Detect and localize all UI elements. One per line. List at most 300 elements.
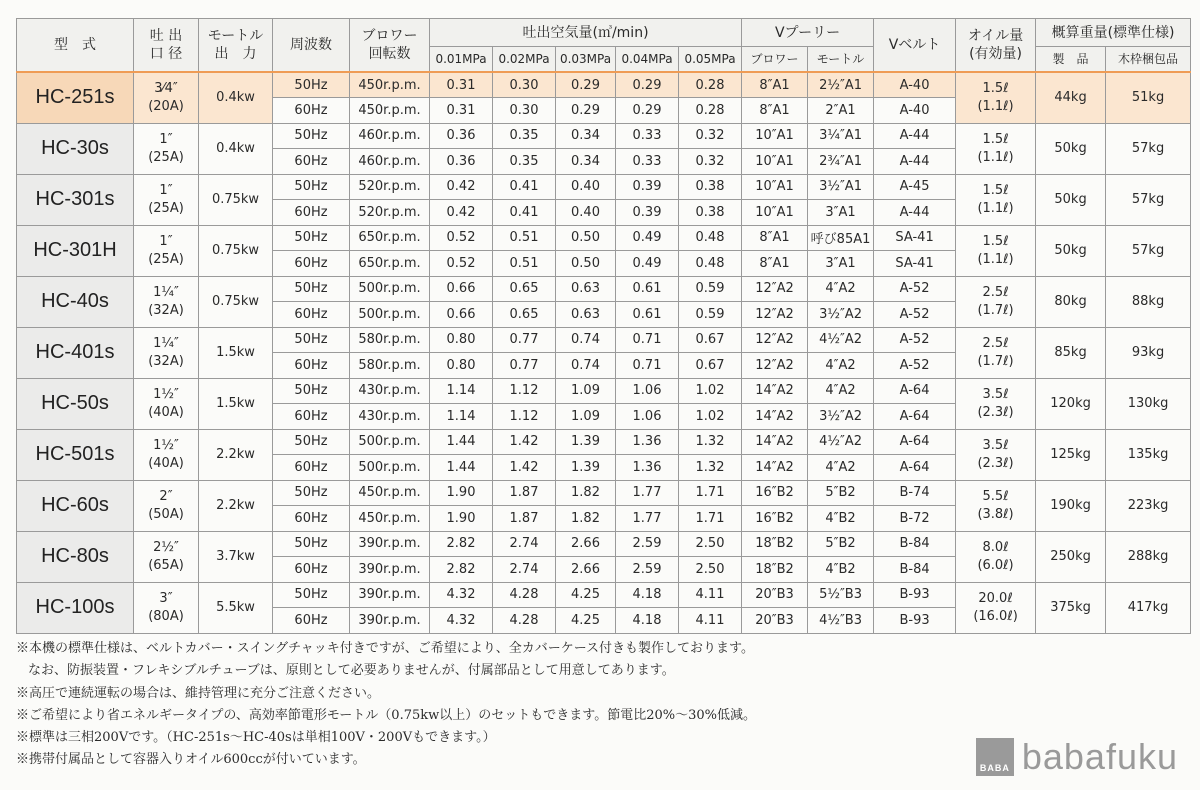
v-belt-cell: A-40 xyxy=(874,72,956,98)
air-volume-cell: 0.66 xyxy=(430,302,493,328)
v-belt-cell: B-84 xyxy=(874,557,956,583)
blower-rpm-cell: 650r.p.m. xyxy=(350,251,430,277)
table-row xyxy=(17,582,1191,608)
weight-product: 50kg xyxy=(1036,174,1106,225)
model-name: HC-501s xyxy=(17,429,134,480)
header-motor: モートル 出 力 xyxy=(199,19,273,73)
v-belt-cell: SA-41 xyxy=(874,225,956,251)
motor-output: 1.5kw xyxy=(199,327,273,378)
air-volume-cell: 2.74 xyxy=(493,531,556,557)
weight-product: 120kg xyxy=(1036,378,1106,429)
v-belt-cell: A-52 xyxy=(874,327,956,353)
motor-output: 0.75kw xyxy=(199,174,273,225)
model-name: HC-40s xyxy=(17,276,134,327)
note-line: ※携帯付属品として容器入りオイル600ccが付いています。 xyxy=(16,752,366,768)
pulley-motor-cell: 3¼″A1 xyxy=(808,123,874,149)
v-belt-cell: A-44 xyxy=(874,149,956,175)
frequency-cell: 50Hz xyxy=(273,531,350,557)
pulley-blower-cell: 14″A2 xyxy=(742,378,808,404)
weight-crate: 223kg xyxy=(1106,480,1191,531)
pulley-blower-cell: 20″B3 xyxy=(742,608,808,634)
air-volume-cell: 1.77 xyxy=(616,506,679,532)
frequency-cell: 50Hz xyxy=(273,480,350,506)
air-volume-cell: 0.29 xyxy=(616,98,679,124)
air-volume-cell: 0.65 xyxy=(493,302,556,328)
air-volume-cell: 0.28 xyxy=(679,72,742,98)
air-volume-cell: 1.44 xyxy=(430,429,493,455)
air-volume-cell: 0.71 xyxy=(616,353,679,379)
oil-amount: 3.5ℓ (2.3ℓ) xyxy=(956,429,1036,480)
frequency-cell: 50Hz xyxy=(273,225,350,251)
pulley-motor-cell: 4″A2 xyxy=(808,353,874,379)
motor-output: 0.75kw xyxy=(199,276,273,327)
air-volume-cell: 1.32 xyxy=(679,429,742,455)
frequency-cell: 50Hz xyxy=(273,429,350,455)
air-volume-cell: 2.74 xyxy=(493,557,556,583)
air-volume-cell: 1.14 xyxy=(430,378,493,404)
pulley-blower-cell: 10″A1 xyxy=(742,149,808,175)
v-belt-cell: A-64 xyxy=(874,378,956,404)
air-volume-cell: 1.90 xyxy=(430,480,493,506)
pulley-blower-cell: 16″B2 xyxy=(742,480,808,506)
model-name: HC-80s xyxy=(17,531,134,582)
air-volume-cell: 0.80 xyxy=(430,353,493,379)
pulley-motor-cell: 4″A2 xyxy=(808,276,874,302)
frequency-cell: 60Hz xyxy=(273,353,350,379)
table-row xyxy=(17,123,1191,149)
air-volume-cell: 2.66 xyxy=(556,557,616,583)
air-volume-cell: 0.50 xyxy=(556,225,616,251)
air-volume-cell: 0.71 xyxy=(616,327,679,353)
air-volume-cell: 1.39 xyxy=(556,455,616,481)
pulley-motor-cell: 4″A2 xyxy=(808,455,874,481)
v-belt-cell: A-45 xyxy=(874,174,956,200)
air-volume-cell: 0.30 xyxy=(493,98,556,124)
air-volume-cell: 0.42 xyxy=(430,200,493,226)
blower-rpm-cell: 580r.p.m. xyxy=(350,327,430,353)
air-volume-cell: 1.02 xyxy=(679,378,742,404)
logo-text: babafuku xyxy=(1021,736,1178,777)
air-volume-cell: 0.34 xyxy=(556,149,616,175)
air-volume-cell: 1.71 xyxy=(679,480,742,506)
header-v-belt: Vベルト xyxy=(874,19,956,73)
air-volume-cell: 0.28 xyxy=(679,98,742,124)
pulley-blower-cell: 8″A1 xyxy=(742,98,808,124)
frequency-cell: 50Hz xyxy=(273,582,350,608)
air-volume-cell: 4.18 xyxy=(616,582,679,608)
air-volume-cell: 2.50 xyxy=(679,531,742,557)
air-volume-cell: 1.06 xyxy=(616,404,679,430)
air-volume-cell: 1.71 xyxy=(679,506,742,532)
motor-output: 2.2kw xyxy=(199,429,273,480)
air-volume-cell: 0.38 xyxy=(679,174,742,200)
frequency-cell: 60Hz xyxy=(273,404,350,430)
air-volume-cell: 1.90 xyxy=(430,506,493,532)
outlet-size: 1½″ (40A) xyxy=(134,429,199,480)
blower-rpm-cell: 390r.p.m. xyxy=(350,582,430,608)
air-volume-cell: 0.30 xyxy=(493,72,556,98)
air-volume-cell: 2.82 xyxy=(430,531,493,557)
table-row xyxy=(17,225,1191,251)
motor-output: 0.4kw xyxy=(199,72,273,123)
table-row xyxy=(17,480,1191,506)
air-volume-cell: 0.67 xyxy=(679,327,742,353)
frequency-cell: 50Hz xyxy=(273,378,350,404)
oil-amount: 1.5ℓ (1.1ℓ) xyxy=(956,174,1036,225)
pulley-blower-cell: 8″A1 xyxy=(742,72,808,98)
air-volume-cell: 4.28 xyxy=(493,608,556,634)
weight-product: 85kg xyxy=(1036,327,1106,378)
weight-product: 375kg xyxy=(1036,582,1106,633)
note-line: ※標準は三相200Vです。（HC-251s〜HC-40sは単相100V・200Vもできます。） xyxy=(16,730,496,746)
oil-amount: 20.0ℓ (16.0ℓ) xyxy=(956,582,1036,633)
v-belt-cell: B-93 xyxy=(874,582,956,608)
pulley-blower-cell: 14″A2 xyxy=(742,404,808,430)
weight-product: 125kg xyxy=(1036,429,1106,480)
note-line: ※高圧で連続運転の場合は、維持管理に充分ご注意ください。 xyxy=(16,685,381,701)
air-volume-cell: 0.63 xyxy=(556,302,616,328)
air-volume-cell: 0.49 xyxy=(616,225,679,251)
model-name: HC-401s xyxy=(17,327,134,378)
air-volume-cell: 0.48 xyxy=(679,251,742,277)
air-volume-cell: 1.06 xyxy=(616,378,679,404)
air-volume-cell: 0.29 xyxy=(616,72,679,98)
header-v-pulley: Vプーリー xyxy=(742,19,874,47)
frequency-cell: 50Hz xyxy=(273,276,350,302)
air-volume-cell: 1.44 xyxy=(430,455,493,481)
air-volume-cell: 0.49 xyxy=(616,251,679,277)
air-volume-cell: 2.50 xyxy=(679,557,742,583)
v-belt-cell: B-74 xyxy=(874,480,956,506)
weight-product: 190kg xyxy=(1036,480,1106,531)
table-row xyxy=(17,378,1191,404)
blower-rpm-cell: 450r.p.m. xyxy=(350,98,430,124)
air-volume-cell: 1.87 xyxy=(493,480,556,506)
header-oil: オイル量 (有効量) xyxy=(956,19,1036,73)
oil-amount: 5.5ℓ (3.8ℓ) xyxy=(956,480,1036,531)
header-pressure: 0.01MPa xyxy=(430,47,493,73)
air-volume-cell: 0.29 xyxy=(556,72,616,98)
frequency-cell: 60Hz xyxy=(273,557,350,583)
air-volume-cell: 4.11 xyxy=(679,582,742,608)
header-pressure: 0.03MPa xyxy=(556,47,616,73)
air-volume-cell: 1.09 xyxy=(556,404,616,430)
table-row xyxy=(17,531,1191,557)
weight-crate: 93kg xyxy=(1106,327,1191,378)
air-volume-cell: 1.36 xyxy=(616,429,679,455)
motor-output: 0.75kw xyxy=(199,225,273,276)
v-belt-cell: A-52 xyxy=(874,276,956,302)
pulley-motor-cell: 2¾″A1 xyxy=(808,149,874,175)
air-volume-cell: 0.65 xyxy=(493,276,556,302)
air-volume-cell: 0.74 xyxy=(556,353,616,379)
pulley-blower-cell: 16″B2 xyxy=(742,506,808,532)
model-name: HC-301s xyxy=(17,174,134,225)
air-volume-cell: 1.36 xyxy=(616,455,679,481)
pulley-motor-cell: 4″B2 xyxy=(808,506,874,532)
pulley-blower-cell: 10″A1 xyxy=(742,200,808,226)
air-volume-cell: 0.52 xyxy=(430,251,493,277)
pulley-motor-cell: 4½″B3 xyxy=(808,608,874,634)
frequency-cell: 60Hz xyxy=(273,302,350,328)
air-volume-cell: 1.32 xyxy=(679,455,742,481)
pulley-motor-cell: 5½″B3 xyxy=(808,582,874,608)
air-volume-cell: 2.66 xyxy=(556,531,616,557)
outlet-size: 3⁄4″ (20A) xyxy=(134,72,199,123)
pulley-blower-cell: 12″A2 xyxy=(742,302,808,328)
air-volume-cell: 0.50 xyxy=(556,251,616,277)
motor-output: 5.5kw xyxy=(199,582,273,633)
frequency-cell: 50Hz xyxy=(273,72,350,98)
note-line: ※ご希望により省エネルギータイプの、高効率節電形モートル（0.75kw以上）のセットもできます。節電比20%〜30%低減。 xyxy=(16,707,757,723)
pulley-motor-cell: 3½″A2 xyxy=(808,302,874,328)
motor-output: 1.5kw xyxy=(199,378,273,429)
air-volume-cell: 0.29 xyxy=(556,98,616,124)
air-volume-cell: 0.52 xyxy=(430,225,493,251)
air-volume-cell: 1.02 xyxy=(679,404,742,430)
air-volume-cell: 1.42 xyxy=(493,455,556,481)
logo-mark-icon: BABA xyxy=(976,738,1014,776)
air-volume-cell: 1.82 xyxy=(556,506,616,532)
air-volume-cell: 0.31 xyxy=(430,72,493,98)
v-belt-cell: A-40 xyxy=(874,98,956,124)
air-volume-cell: 0.40 xyxy=(556,200,616,226)
oil-amount: 2.5ℓ (1.7ℓ) xyxy=(956,327,1036,378)
weight-crate: 51kg xyxy=(1106,72,1191,123)
air-volume-cell: 0.32 xyxy=(679,149,742,175)
motor-output: 3.7kw xyxy=(199,531,273,582)
v-belt-cell: B-72 xyxy=(874,506,956,532)
note-line: なお、防振装置・フレキシブルチューブは、原則として必要ありませんが、付属部品として用意してあります。 xyxy=(28,663,675,679)
frequency-cell: 60Hz xyxy=(273,200,350,226)
air-volume-cell: 1.39 xyxy=(556,429,616,455)
air-volume-cell: 0.35 xyxy=(493,149,556,175)
header-pulley-blower: ブロワー xyxy=(742,47,808,73)
pulley-blower-cell: 12″A2 xyxy=(742,327,808,353)
air-volume-cell: 0.80 xyxy=(430,327,493,353)
header-frequency: 周波数 xyxy=(273,19,350,73)
weight-crate: 57kg xyxy=(1106,123,1191,174)
air-volume-cell: 0.32 xyxy=(679,123,742,149)
frequency-cell: 60Hz xyxy=(273,455,350,481)
blower-rpm-cell: 450r.p.m. xyxy=(350,72,430,98)
pulley-motor-cell: 4″A2 xyxy=(808,378,874,404)
air-volume-cell: 0.74 xyxy=(556,327,616,353)
air-volume-cell: 0.33 xyxy=(616,123,679,149)
pulley-motor-cell: 4½″A2 xyxy=(808,429,874,455)
model-name: HC-30s xyxy=(17,123,134,174)
header-blower-speed: ブロワー 回転数 xyxy=(350,19,430,73)
pulley-motor-cell: 3½″A1 xyxy=(808,174,874,200)
air-volume-cell: 0.59 xyxy=(679,302,742,328)
v-belt-cell: B-84 xyxy=(874,531,956,557)
blower-rpm-cell: 430r.p.m. xyxy=(350,378,430,404)
oil-amount: 8.0ℓ (6.0ℓ) xyxy=(956,531,1036,582)
spec-table xyxy=(16,18,1191,634)
air-volume-cell: 4.18 xyxy=(616,608,679,634)
header-weight-product: 製 品 xyxy=(1036,47,1106,73)
pulley-blower-cell: 18″B2 xyxy=(742,531,808,557)
blower-rpm-cell: 650r.p.m. xyxy=(350,225,430,251)
v-belt-cell: B-93 xyxy=(874,608,956,634)
pulley-motor-cell: 呼び85A1 xyxy=(808,225,874,251)
weight-product: 50kg xyxy=(1036,225,1106,276)
pulley-blower-cell: 20″B3 xyxy=(742,582,808,608)
air-volume-cell: 0.61 xyxy=(616,276,679,302)
v-belt-cell: A-44 xyxy=(874,123,956,149)
header-weight: 概算重量(標準仕様) xyxy=(1036,19,1191,47)
notes xyxy=(16,638,756,772)
weight-product: 250kg xyxy=(1036,531,1106,582)
model-name: HC-251s xyxy=(17,72,134,123)
model-name: HC-60s xyxy=(17,480,134,531)
blower-rpm-cell: 390r.p.m. xyxy=(350,557,430,583)
v-belt-cell: SA-41 xyxy=(874,251,956,277)
frequency-cell: 60Hz xyxy=(273,608,350,634)
air-volume-cell: 0.39 xyxy=(616,200,679,226)
table-row xyxy=(17,429,1191,455)
air-volume-cell: 0.66 xyxy=(430,276,493,302)
air-volume-cell: 4.25 xyxy=(556,608,616,634)
air-volume-cell: 0.36 xyxy=(430,123,493,149)
air-volume-cell: 4.32 xyxy=(430,608,493,634)
weight-crate: 135kg xyxy=(1106,429,1191,480)
pulley-motor-cell: 2″A1 xyxy=(808,98,874,124)
outlet-size: 1″ (25A) xyxy=(134,225,199,276)
air-volume-cell: 0.34 xyxy=(556,123,616,149)
frequency-cell: 60Hz xyxy=(273,251,350,277)
motor-output: 0.4kw xyxy=(199,123,273,174)
outlet-size: 1″ (25A) xyxy=(134,123,199,174)
header-pressure: 0.02MPa xyxy=(493,47,556,73)
air-volume-cell: 0.77 xyxy=(493,353,556,379)
air-volume-cell: 1.14 xyxy=(430,404,493,430)
oil-amount: 1.5ℓ (1.1ℓ) xyxy=(956,123,1036,174)
air-volume-cell: 0.41 xyxy=(493,200,556,226)
brand-logo xyxy=(976,736,1178,778)
pulley-motor-cell: 3″A1 xyxy=(808,251,874,277)
v-belt-cell: A-52 xyxy=(874,353,956,379)
blower-rpm-cell: 520r.p.m. xyxy=(350,200,430,226)
pulley-motor-cell: 5″B2 xyxy=(808,480,874,506)
motor-output: 2.2kw xyxy=(199,480,273,531)
air-volume-cell: 0.61 xyxy=(616,302,679,328)
air-volume-cell: 0.40 xyxy=(556,174,616,200)
air-volume-cell: 0.42 xyxy=(430,174,493,200)
blower-rpm-cell: 500r.p.m. xyxy=(350,429,430,455)
pulley-blower-cell: 18″B2 xyxy=(742,557,808,583)
air-volume-cell: 4.11 xyxy=(679,608,742,634)
air-volume-cell: 1.42 xyxy=(493,429,556,455)
air-volume-cell: 1.12 xyxy=(493,404,556,430)
blower-rpm-cell: 460r.p.m. xyxy=(350,149,430,175)
air-volume-cell: 0.33 xyxy=(616,149,679,175)
oil-amount: 3.5ℓ (2.3ℓ) xyxy=(956,378,1036,429)
air-volume-cell: 0.31 xyxy=(430,98,493,124)
weight-crate: 57kg xyxy=(1106,225,1191,276)
air-volume-cell: 2.59 xyxy=(616,531,679,557)
blower-rpm-cell: 430r.p.m. xyxy=(350,404,430,430)
frequency-cell: 50Hz xyxy=(273,327,350,353)
table-row xyxy=(17,72,1191,98)
outlet-size: 1¼″ (32A) xyxy=(134,327,199,378)
frequency-cell: 50Hz xyxy=(273,123,350,149)
air-volume-cell: 0.51 xyxy=(493,251,556,277)
v-belt-cell: A-64 xyxy=(874,429,956,455)
air-volume-cell: 2.82 xyxy=(430,557,493,583)
model-name: HC-50s xyxy=(17,378,134,429)
pulley-motor-cell: 4½″A2 xyxy=(808,327,874,353)
v-belt-cell: A-44 xyxy=(874,200,956,226)
air-volume-cell: 0.51 xyxy=(493,225,556,251)
header-weight-crate: 木枠梱包品 xyxy=(1106,47,1191,73)
frequency-cell: 60Hz xyxy=(273,506,350,532)
outlet-size: 1″ (25A) xyxy=(134,174,199,225)
pulley-blower-cell: 14″A2 xyxy=(742,429,808,455)
air-volume-cell: 4.32 xyxy=(430,582,493,608)
v-belt-cell: A-52 xyxy=(874,302,956,328)
oil-amount: 1.5ℓ (1.1ℓ) xyxy=(956,225,1036,276)
pulley-blower-cell: 12″A2 xyxy=(742,276,808,302)
air-volume-cell: 1.12 xyxy=(493,378,556,404)
pulley-blower-cell: 12″A2 xyxy=(742,353,808,379)
air-volume-cell: 1.82 xyxy=(556,480,616,506)
blower-rpm-cell: 390r.p.m. xyxy=(350,608,430,634)
weight-product: 50kg xyxy=(1036,123,1106,174)
frequency-cell: 60Hz xyxy=(273,98,350,124)
oil-amount: 1.5ℓ (1.1ℓ) xyxy=(956,72,1036,123)
air-volume-cell: 1.87 xyxy=(493,506,556,532)
note-line: ※本機の標準仕様は、ベルトカバー・スイングチャッキ付きですが、ご希望により、全カバーケース付きも製作しております。 xyxy=(16,641,755,656)
weight-crate: 288kg xyxy=(1106,531,1191,582)
blower-rpm-cell: 450r.p.m. xyxy=(350,480,430,506)
blower-rpm-cell: 580r.p.m. xyxy=(350,353,430,379)
blower-rpm-cell: 500r.p.m. xyxy=(350,455,430,481)
header-pressure: 0.04MPa xyxy=(616,47,679,73)
blower-rpm-cell: 390r.p.m. xyxy=(350,531,430,557)
header-air-volume: 吐出空気量(㎥/min) xyxy=(430,19,742,47)
pulley-blower-cell: 14″A2 xyxy=(742,455,808,481)
air-volume-cell: 0.38 xyxy=(679,200,742,226)
blower-rpm-cell: 450r.p.m. xyxy=(350,506,430,532)
outlet-size: 2½″ (65A) xyxy=(134,531,199,582)
v-belt-cell: A-64 xyxy=(874,455,956,481)
header-pressure: 0.05MPa xyxy=(679,47,742,73)
frequency-cell: 60Hz xyxy=(273,149,350,175)
frequency-cell: 50Hz xyxy=(273,174,350,200)
weight-crate: 57kg xyxy=(1106,174,1191,225)
air-volume-cell: 0.77 xyxy=(493,327,556,353)
pulley-motor-cell: 4″B2 xyxy=(808,557,874,583)
model-name: HC-100s xyxy=(17,582,134,633)
pulley-blower-cell: 10″A1 xyxy=(742,123,808,149)
pulley-motor-cell: 3½″A2 xyxy=(808,404,874,430)
air-volume-cell: 1.77 xyxy=(616,480,679,506)
air-volume-cell: 0.41 xyxy=(493,174,556,200)
weight-crate: 417kg xyxy=(1106,582,1191,633)
weight-product: 44kg xyxy=(1036,72,1106,123)
blower-rpm-cell: 500r.p.m. xyxy=(350,302,430,328)
v-belt-cell: A-64 xyxy=(874,404,956,430)
table-row xyxy=(17,174,1191,200)
air-volume-cell: 4.25 xyxy=(556,582,616,608)
air-volume-cell: 0.67 xyxy=(679,353,742,379)
air-volume-cell: 0.59 xyxy=(679,276,742,302)
outlet-size: 2″ (50A) xyxy=(134,480,199,531)
blower-rpm-cell: 520r.p.m. xyxy=(350,174,430,200)
model-name: HC-301H xyxy=(17,225,134,276)
header-outlet: 吐 出 口 径 xyxy=(134,19,199,73)
